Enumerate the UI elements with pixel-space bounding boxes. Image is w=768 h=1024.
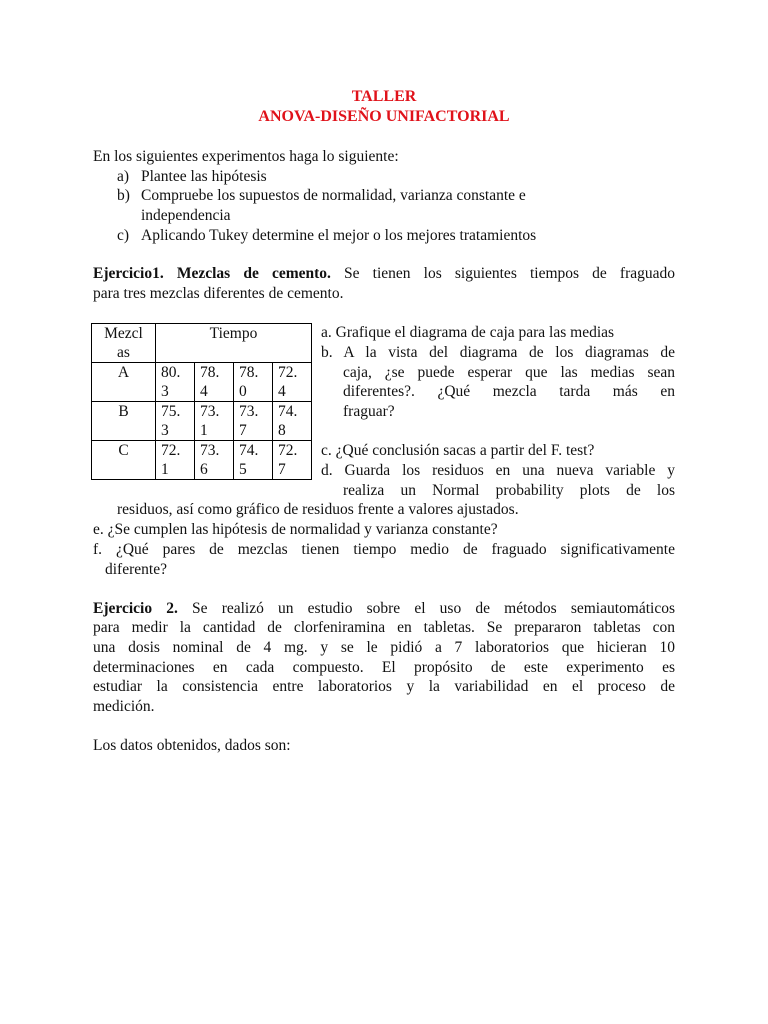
table-cell: 72. 1: [156, 441, 195, 480]
cement-times-table: [91, 323, 312, 480]
question-b-text: caja, ¿se puede esperar que las medias sean: [343, 364, 675, 381]
table-cell-mix: B: [92, 402, 156, 441]
question-d: d. Guarda los residuos en una nueva variable y: [321, 462, 675, 479]
table-row: [92, 363, 312, 402]
question-d-text: realiza un Normal probability plots de los: [343, 482, 675, 499]
question-c: c. ¿Qué conclusión sacas a partir del F. test?: [321, 442, 595, 459]
table-cell: 72. 4: [273, 363, 312, 402]
exercise2-heading: [93, 599, 675, 619]
question-e: e. ¿Se cumplen las hipótesis de normalidad y varianza constante?: [93, 521, 498, 538]
question-f-text: diferente?: [105, 561, 167, 578]
exercise2-title: Ejercicio 2.: [93, 600, 178, 617]
table-cell: 73. 7: [234, 402, 273, 441]
list-item: [117, 167, 267, 187]
question-d-text: residuos, así como gráfico de residuos frente a valores ajustados.: [117, 501, 519, 518]
question-a: a. Grafique el diagrama de caja para las medias: [321, 324, 615, 341]
list-item-label: c): [117, 227, 130, 244]
table-header-mixtures: Mezcl as: [92, 324, 156, 363]
exercise1-text: para tres mezclas diferentes de cemento.: [93, 285, 344, 302]
exercise2-text: para medir la cantidad de clorfeniramina en tabletas. Se prepararon tabletas con: [93, 619, 675, 636]
exercise2-text: estudiar la consistencia entre laboratorios y la variabilidad en el proceso de: [93, 678, 675, 695]
table-cell: 75. 3: [156, 402, 195, 441]
exercise2-text: Se realizó un estudio sobre el uso de métodos semiautomáticos: [192, 600, 675, 617]
question-f: f. ¿Qué pares de mezclas tienen tiempo medio de fraguado significativamente: [93, 541, 675, 558]
list-item-label: b): [117, 187, 130, 204]
exercise1-heading: [93, 264, 675, 284]
table-cell: 73. 1: [195, 402, 234, 441]
exercise2-text: determinaciones en cada compuesto. El propósito de este experimento es: [93, 659, 675, 676]
list-item-continuation: independencia: [141, 207, 231, 224]
question-b-text: diferentes?. ¿Qué mezcla tarda más en: [343, 383, 675, 400]
list-item-text: Aplicando Tukey determine el mejor o los mejores tratamientos: [141, 227, 537, 244]
exercise2-text: medición.: [93, 698, 155, 715]
list-item: [117, 226, 536, 246]
page-subtitle: ANOVA-DISEÑO UNIFACTORIAL: [258, 108, 510, 125]
question-b: b. A la vista del diagrama de los diagramas de: [321, 344, 675, 361]
exercise1-title: Ejercicio1. Mezclas de cemento.: [93, 265, 331, 282]
table-cell: 78. 4: [195, 363, 234, 402]
table-cell-mix: C: [92, 441, 156, 480]
table-row: [92, 441, 312, 480]
data-intro: Los datos obtenidos, dados son:: [93, 737, 291, 754]
table-cell: 74. 8: [273, 402, 312, 441]
intro-lead: En los siguientes experimentos haga lo siguiente:: [93, 148, 399, 165]
table-header-time: Tiempo: [156, 324, 312, 363]
table-cell-mix: A: [92, 363, 156, 402]
exercise1-text: Se tienen los siguientes tiempos de fraguado: [344, 265, 675, 282]
table-cell: 73. 6: [195, 441, 234, 480]
list-item-text: Compruebe los supuestos de normalidad, varianza constante e: [141, 187, 526, 204]
table-cell: 80. 3: [156, 363, 195, 402]
list-item: [117, 186, 526, 206]
table-cell: 72. 7: [273, 441, 312, 480]
list-item-label: a): [117, 168, 130, 185]
exercise2-text: una dosis nominal de 4 mg. y se le pidió a 7 laboratorios que hicieran 10: [93, 639, 675, 656]
list-item-text: Plantee las hipótesis: [141, 168, 267, 185]
table-row: [92, 402, 312, 441]
table-cell: 74. 5: [234, 441, 273, 480]
table-cell: 78. 0: [234, 363, 273, 402]
page-title: TALLER: [351, 88, 417, 105]
question-b-text: fraguar?: [343, 403, 395, 420]
